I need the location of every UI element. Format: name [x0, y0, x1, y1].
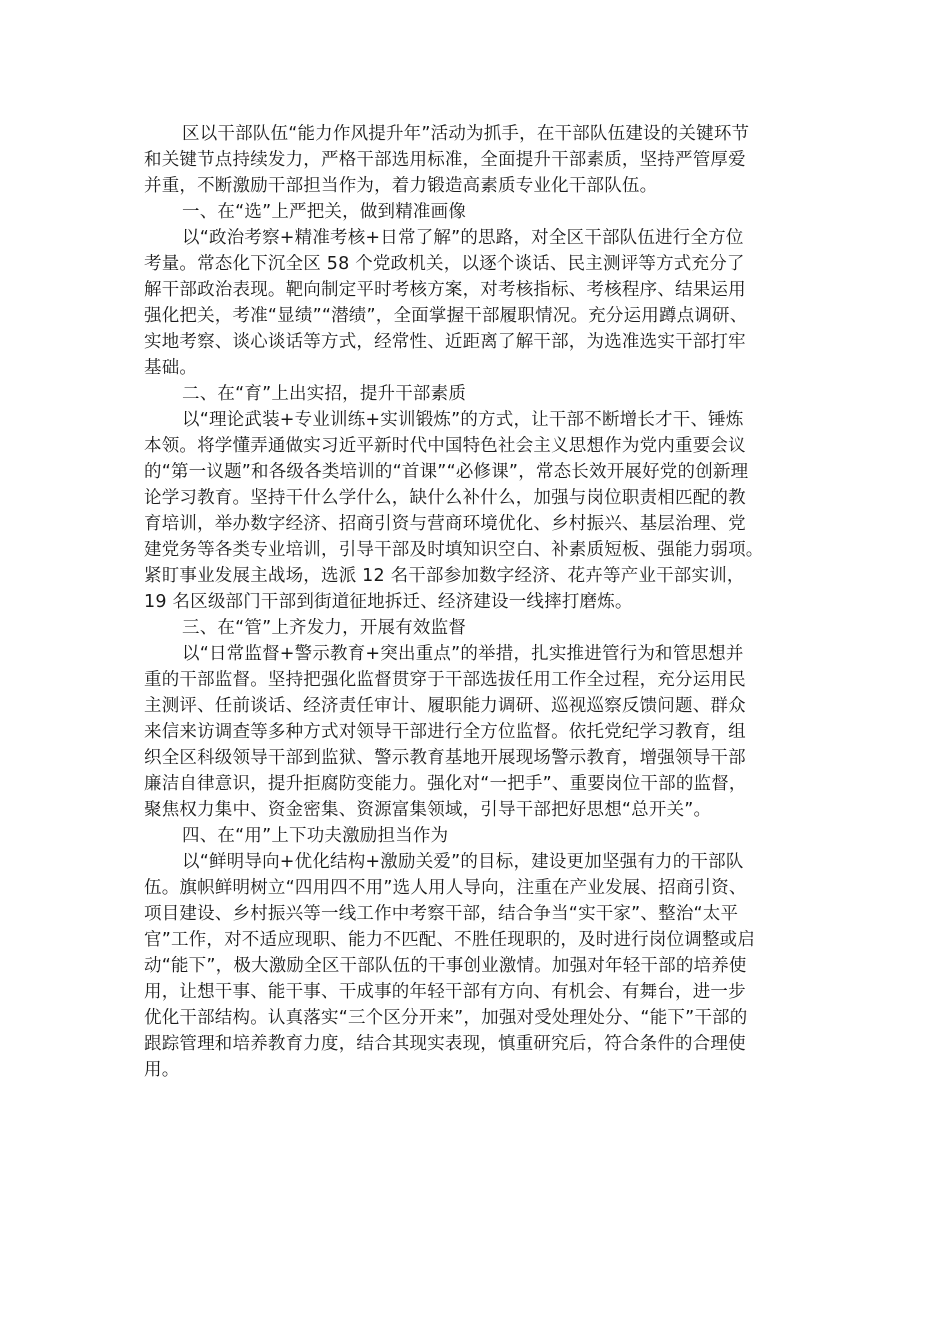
paragraph-line: 用。	[144, 1060, 180, 1080]
paragraph-line: 主测评、任前谈话、经济责任审计、履职能力调研、巡视巡察反馈问题、群众	[144, 696, 746, 716]
paragraph-line: 用，让想干事、能干事、干成事的年轻干部有方向、有机会、有舞台，进一步	[144, 982, 746, 1002]
section-heading: 二、在“育”上出实招，提升干部素质	[182, 384, 467, 404]
paragraph-line: 和关键节点持续发力，严格干部选用标准，全面提升干部素质，坚持严管厚爱	[144, 150, 746, 170]
paragraph-line: 项目建设、乡村振兴等一线工作中考察干部，结合争当“实干家”、整治“太平	[144, 904, 739, 924]
section-4	[144, 823, 806, 1083]
paragraph-line: 廉洁自律意识，提升拒腐防变能力。强化对“一把手”、重要岗位干部的监督，	[144, 774, 747, 794]
paragraph-line: 论学习教育。坚持干什么学什么，缺什么补什么，加强与岗位职责相匹配的教	[144, 488, 746, 508]
paragraph-line: 伍。旗帜鲜明树立“四用四不用”选人用人导向，注重在产业发展、招商引资、	[144, 878, 747, 898]
section-3	[144, 615, 806, 823]
paragraph-line: 以“政治考察+精准考核+日常了解”的思路，对全区干部队伍进行全方位	[182, 228, 744, 248]
paragraph-line: 强化把关，考准“显绩”“潜绩”，全面掌握干部履职情况。充分运用蹲点调研、	[144, 306, 748, 326]
section-heading: 三、在“管”上齐发力，开展有效监督	[182, 618, 467, 638]
paragraph-line: 的“第一议题”和各级各类培训的“首课”“必修课”，常态长效开展好党的创新理	[144, 462, 749, 482]
paragraph-line: 区以干部队伍“能力作风提升年”活动为抓手，在干部队伍建设的关键环节	[182, 124, 750, 144]
paragraph-line: 以“日常监督+警示教育+突出重点”的举措，扎实推进管行为和管思想并	[182, 644, 744, 664]
paragraph-line: 重的干部监督。坚持把强化监督贯穿于干部选拔任用工作全过程，充分运用民	[144, 670, 746, 690]
paragraph-line: 优化干部结构。认真落实“三个区分开来”，加强对受处理处分、“能下”干部的	[144, 1008, 748, 1028]
paragraph-line: 以“理论武装+专业训练+实训锻炼”的方式，让干部不断增长才干、锤炼	[182, 410, 744, 430]
section-heading: 一、在“选”上严把关，做到精准画像	[182, 202, 467, 222]
paragraph-line: 官”工作，对不适应现职、能力不匹配、不胜任现职的，及时进行岗位调整或启	[144, 930, 756, 950]
paragraph-line: 建党务等各类专业培训，引导干部及时填知识空白、补素质短板、强能力弱项。	[144, 540, 764, 560]
paragraph-line: 基础。	[144, 358, 198, 378]
section-heading: 四、在“用”上下功夫激励担当作为	[182, 826, 449, 846]
paragraph-line: 本领。将学懂弄通做实习近平新时代中国特色社会主义思想作为党内重要会议	[144, 436, 746, 456]
paragraph-line: 以“鲜明导向+优化结构+激励关爱”的目标，建设更加坚强有力的干部队	[182, 852, 744, 872]
paragraph-line: 紧盯事业发展主战场，选派 12 名干部参加数字经济、花卉等产业干部实训，	[144, 566, 745, 586]
paragraph-line: 育培训，举办数字经济、招商引资与营商环境优化、乡村振兴、基层治理、党	[144, 514, 746, 534]
paragraph-line: 解干部政治表现。靶向制定平时考核方案，对考核指标、考核程序、结果运用	[144, 280, 746, 300]
paragraph-line: 织全区科级领导干部到监狱、警示教育基地开展现场警示教育，增强领导干部	[144, 748, 746, 768]
paragraph-line: 考量。常态化下沉全区 58 个党政机关，以逐个谈话、民主测评等方式充分了	[144, 254, 745, 274]
paragraph-line: 19 名区级部门干部到街道征地拆迁、经济建设一线摔打磨炼。	[144, 592, 633, 612]
paragraph-line: 动“能下”，极大激励全区干部队伍的干事创业激情。加强对年轻干部的培养使	[144, 956, 747, 976]
section-2	[144, 381, 806, 615]
paragraph-line: 跟踪管理和培养教育力度，结合其现实表现，慎重研究后，符合条件的合理使	[144, 1034, 746, 1054]
document-body	[144, 121, 806, 1083]
paragraph-line: 实地考察、谈心谈话等方式，经常性、近距离了解干部，为选准选实干部打牢	[144, 332, 746, 352]
section-1	[144, 199, 806, 381]
paragraph-line: 聚焦权力集中、资金密集、资源富集领域，引导干部把好思想“总开关”。	[144, 800, 712, 820]
paragraph-line: 并重，不断激励干部担当作为，着力锻造高素质专业化干部队伍。	[144, 176, 658, 196]
paragraph-line: 来信来访调查等多种方式对领导干部进行全方位监督。依托党纪学习教育，组	[144, 722, 746, 742]
intro-paragraph	[144, 121, 806, 199]
